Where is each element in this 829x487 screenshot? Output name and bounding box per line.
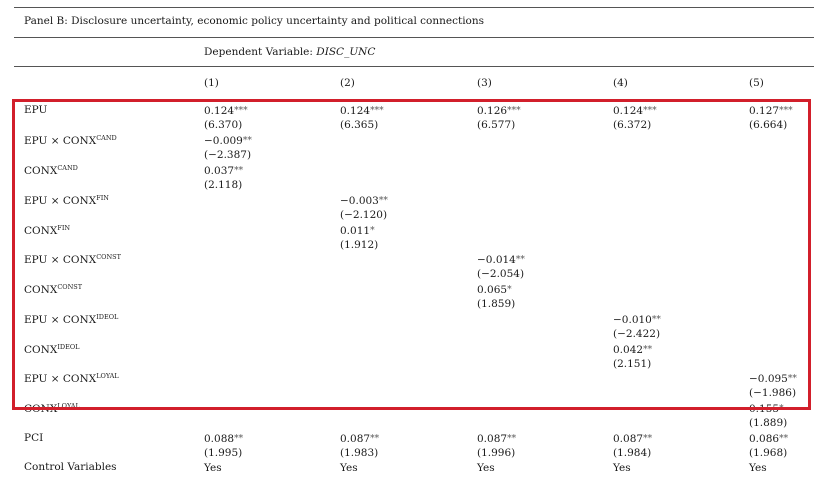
- table-cell: [477, 253, 525, 281]
- significance-stars: **: [378, 196, 388, 206]
- row-label: $CONX^{IDEOL}$: [24, 343, 80, 356]
- coefficient: 0.086: [749, 433, 780, 445]
- significance-stars: *: [370, 226, 375, 236]
- coefficient: Yes: [204, 462, 222, 474]
- significance-stars: **: [515, 255, 525, 265]
- coefficient: 0.155: [749, 403, 780, 415]
- row-label: EPU: [24, 104, 48, 116]
- table-cell: [749, 461, 767, 475]
- row-label-superscript: CAND: [96, 134, 117, 142]
- significance-stars: **: [507, 434, 517, 444]
- column-header: (3): [477, 77, 492, 89]
- t-statistic: (1.996): [477, 447, 516, 459]
- table-cell: [340, 224, 378, 252]
- coefficient: −0.010: [613, 314, 652, 326]
- t-statistic: (1.995): [204, 447, 243, 459]
- significance-stars: ***: [507, 106, 521, 116]
- table-cell: [613, 461, 631, 475]
- table-cell: [749, 432, 788, 460]
- table-cell: [613, 104, 657, 132]
- row-label: EPU × $CONX^{FIN}$: [24, 194, 109, 207]
- column-header: (1): [204, 77, 219, 89]
- subheader-rule: [14, 66, 814, 67]
- t-statistic: (−2.387): [204, 149, 252, 161]
- t-statistic: (1.889): [749, 417, 788, 429]
- significance-stars: **: [787, 374, 797, 384]
- table-cell: [204, 461, 222, 475]
- dependent-variable-name: DISC_UNC: [316, 46, 376, 58]
- row-label: EPU × $CONX^{LOYAL}$: [24, 372, 119, 385]
- column-header: (5): [749, 77, 764, 89]
- table-cell: [340, 461, 358, 475]
- row-label-superscript: LOYAL: [96, 372, 119, 380]
- highlight-box: [12, 99, 811, 410]
- row-label: $CONX^{FIN}$: [24, 224, 71, 237]
- coefficient: 0.124: [613, 105, 644, 117]
- table-cell: [477, 432, 516, 460]
- row-label: Control Variables: [24, 461, 117, 473]
- t-statistic: (6.372): [613, 119, 652, 131]
- coefficient: 0.087: [613, 433, 644, 445]
- significance-stars: **: [643, 345, 653, 355]
- coefficient: −0.095: [749, 373, 788, 385]
- significance-stars: **: [234, 166, 244, 176]
- row-label-superscript: LOYAL: [57, 402, 80, 410]
- coefficient: Yes: [613, 462, 631, 474]
- coefficient: 0.011: [340, 225, 371, 237]
- coefficient: 0.124: [204, 105, 235, 117]
- row-label-superscript: CAND: [57, 164, 78, 172]
- row-label: EPU × $CONX^{CAND}$: [24, 134, 117, 147]
- coefficient: 0.127: [749, 105, 780, 117]
- table-cell: [204, 432, 243, 460]
- table-top-rule: [14, 7, 814, 8]
- t-statistic: (−2.422): [613, 328, 661, 340]
- t-statistic: (−2.120): [340, 209, 388, 221]
- dependent-variable-label: Dependent Variable: DISC_UNC: [204, 46, 376, 58]
- coefficient: 0.087: [340, 433, 371, 445]
- coefficient: 0.088: [204, 433, 235, 445]
- table-cell: [749, 402, 787, 430]
- table-cell: [340, 432, 379, 460]
- row-label: $CONX^{CONST}$: [24, 283, 83, 296]
- row-label-superscript: FIN: [57, 224, 71, 232]
- coefficient: Yes: [749, 462, 767, 474]
- row-label: EPU × $CONX^{CONST}$: [24, 253, 121, 266]
- significance-stars: **: [234, 434, 244, 444]
- t-statistic: (−1.986): [749, 387, 797, 399]
- row-label: $CONX^{LOYAL}$: [24, 402, 80, 415]
- t-statistic: (6.577): [477, 119, 516, 131]
- significance-stars: **: [643, 434, 653, 444]
- t-statistic: (2.151): [613, 358, 652, 370]
- significance-stars: **: [651, 315, 661, 325]
- row-label-superscript: IDEOL: [57, 343, 80, 351]
- row-label-superscript: FIN: [96, 194, 109, 202]
- significance-stars: ***: [643, 106, 657, 116]
- table-cell: [477, 104, 521, 132]
- header-rule: [14, 37, 814, 38]
- row-label: EPU × $CONX^{IDEOL}$: [24, 313, 119, 326]
- coefficient: 0.042: [613, 344, 644, 356]
- row-label-superscript: CONST: [57, 283, 83, 291]
- row-label-superscript: IDEOL: [96, 313, 119, 321]
- table-cell: [477, 461, 495, 475]
- column-header: (2): [340, 77, 355, 89]
- table-cell: [477, 283, 515, 311]
- table-cell: [204, 104, 248, 132]
- significance-stars: **: [242, 136, 252, 146]
- table-cell: [613, 313, 661, 341]
- coefficient: 0.087: [477, 433, 508, 445]
- table-cell: [340, 194, 388, 222]
- t-statistic: (1.912): [340, 239, 379, 251]
- t-statistic: (1.968): [749, 447, 788, 459]
- column-header: (4): [613, 77, 628, 89]
- coefficient: 0.124: [340, 105, 371, 117]
- coefficient: Yes: [340, 462, 358, 474]
- t-statistic: (1.984): [613, 447, 652, 459]
- coefficient: −0.014: [477, 254, 516, 266]
- t-statistic: (6.664): [749, 119, 788, 131]
- t-statistic: (6.365): [340, 119, 379, 131]
- row-label: $CONX^{CAND}$: [24, 164, 78, 177]
- t-statistic: (1.859): [477, 298, 516, 310]
- table-cell: [613, 343, 652, 371]
- table-cell: [749, 372, 797, 400]
- coefficient: 0.126: [477, 105, 508, 117]
- significance-stars: **: [370, 434, 380, 444]
- coefficient: Yes: [477, 462, 495, 474]
- coefficient: −0.003: [340, 195, 379, 207]
- t-statistic: (−2.054): [477, 268, 525, 280]
- significance-stars: ***: [234, 106, 248, 116]
- t-statistic: (2.118): [204, 179, 243, 191]
- table-cell: [613, 432, 652, 460]
- coefficient: 0.065: [477, 284, 508, 296]
- coefficient: 0.037: [204, 165, 235, 177]
- significance-stars: *: [779, 404, 784, 414]
- table-cell: [204, 164, 243, 192]
- table-cell: [204, 134, 252, 162]
- coefficient: −0.009: [204, 135, 243, 147]
- significance-stars: ***: [370, 106, 384, 116]
- row-label-superscript: CONST: [96, 253, 121, 261]
- table-cell: [340, 104, 384, 132]
- significance-stars: *: [507, 285, 512, 295]
- significance-stars: ***: [779, 106, 793, 116]
- panel-title: Panel B: Disclosure uncertainty, economic policy uncertainty and political connections: [24, 15, 485, 27]
- t-statistic: (1.983): [340, 447, 379, 459]
- table-cell: [749, 104, 793, 132]
- row-label: PCI: [24, 432, 44, 444]
- significance-stars: **: [779, 434, 789, 444]
- t-statistic: (6.370): [204, 119, 243, 131]
